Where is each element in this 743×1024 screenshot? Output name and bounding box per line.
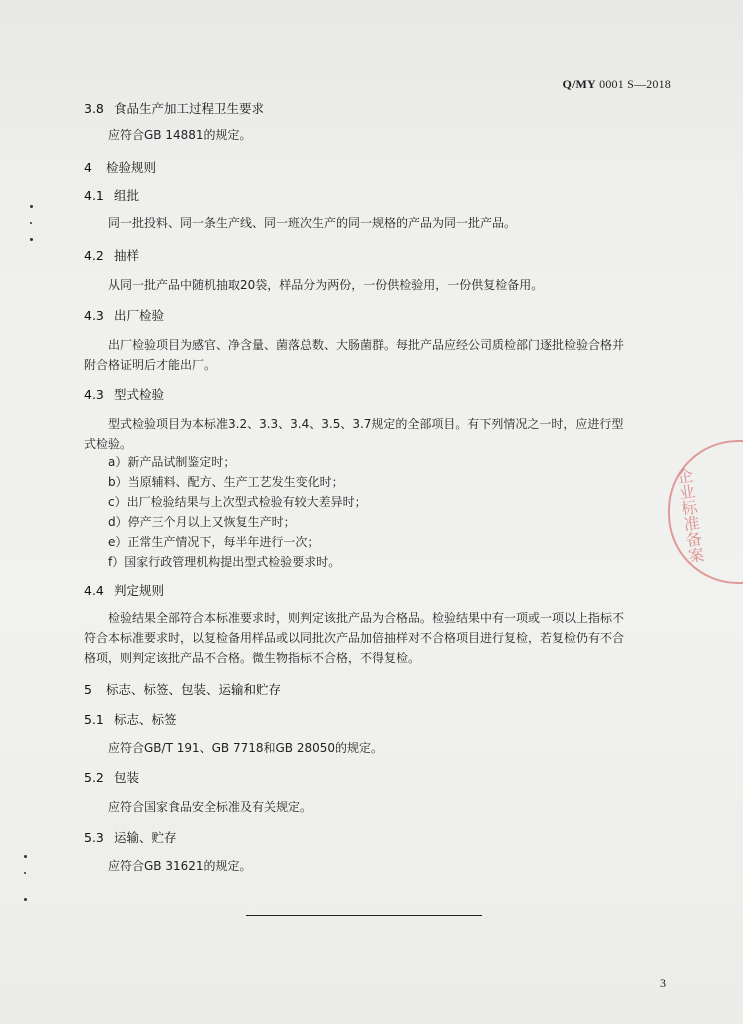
heading-4-2 xyxy=(84,246,139,264)
paragraph-4-4 xyxy=(84,608,670,668)
paragraph-4-3-type xyxy=(84,414,670,454)
paragraph-5-2 xyxy=(84,797,670,817)
section-title: 运输、贮存 xyxy=(114,830,177,845)
section-number: 4.3 xyxy=(84,387,104,402)
paragraph-5-1 xyxy=(84,738,670,758)
section-title: 抽样 xyxy=(114,248,140,263)
punch-mark xyxy=(24,872,26,874)
document-code-suffix: 0001 S—2018 xyxy=(599,77,671,91)
paragraph-line: 型式检验项目为本标准3.2、3.3、3.4、3.5、3.7规定的全部项目。有下列情况之一时，应进行型 xyxy=(108,417,624,431)
section-title: 食品生产加工过程卫生要求 xyxy=(114,101,265,116)
section-title: 出厂检验 xyxy=(114,308,165,323)
punch-mark xyxy=(30,222,32,224)
section-title: 型式检验 xyxy=(114,387,165,402)
list-item: b）当原辅料、配方、生产工艺发生变化时； xyxy=(108,475,344,489)
heading-4-3-factory xyxy=(84,306,164,324)
filing-stamp-text: 企业标准备案 xyxy=(673,466,706,565)
heading-5-3 xyxy=(84,828,177,846)
end-rule xyxy=(246,915,482,916)
paragraph-4-2 xyxy=(84,275,670,295)
section-number: 5.2 xyxy=(84,770,104,785)
paragraph-4-3-factory xyxy=(84,335,670,375)
heading-4-4 xyxy=(84,581,164,599)
heading-5-1 xyxy=(84,710,177,728)
heading-5 xyxy=(84,680,281,698)
section-number: 3.8 xyxy=(84,101,104,116)
paragraph-line: 同一批投料、同一条生产线、同一班次生产的同一规格的产品为同一批产品。 xyxy=(108,216,517,230)
heading-3-8 xyxy=(84,99,264,117)
section-title: 组批 xyxy=(114,188,140,203)
punch-mark xyxy=(24,898,27,901)
paragraph-5-3 xyxy=(84,856,670,876)
list-item: e）正常生产情况下，每半年进行一次； xyxy=(108,535,320,549)
list-item: f）国家行政管理机构提出型式检验要求时。 xyxy=(108,555,341,569)
section-number: 4.3 xyxy=(84,308,104,323)
heading-4-3-type xyxy=(84,385,164,403)
paragraph-3-8 xyxy=(84,125,670,145)
heading-4 xyxy=(84,158,156,176)
list-item: d）停产三个月以上又恢复生产时； xyxy=(108,515,296,529)
section-number: 4.4 xyxy=(84,583,104,598)
punch-mark xyxy=(30,238,33,241)
paragraph-line: 应符合国家食品安全标准及有关规定。 xyxy=(108,800,313,814)
paragraph-line: 检验结果全部符合本标准要求时，则判定该批产品为合格品。检验结果中有一项或一项以上指标不 xyxy=(108,611,625,625)
section-title: 判定规则 xyxy=(114,583,165,598)
paragraph-4-1 xyxy=(84,213,670,233)
page-number: 3 xyxy=(660,976,666,990)
section-title: 包装 xyxy=(114,770,140,785)
section-number: 5.1 xyxy=(84,712,104,727)
paragraph-line: 应符合GB 31621的规定。 xyxy=(108,859,252,873)
section-title: 标志、标签 xyxy=(114,712,177,727)
paragraph-line: 出厂检验项目为感官、净含量、菌落总数、大肠菌群。每批产品应经公司质检部门逐批检验合格并 xyxy=(108,338,625,352)
list-item: a）新产品试制鉴定时； xyxy=(108,455,236,469)
paragraph-line: 应符合GB 14881的规定。 xyxy=(108,128,252,142)
heading-5-2 xyxy=(84,768,139,786)
section-title: 检验规则 xyxy=(106,160,157,175)
section-number: 4 xyxy=(84,160,92,175)
heading-4-1 xyxy=(84,186,139,204)
paragraph-line: 附合格证明后才能出厂。 xyxy=(84,358,217,372)
document-code-prefix: Q/MY xyxy=(562,77,596,91)
section-title: 标志、标签、包装、运输和贮存 xyxy=(106,682,282,697)
paragraph-line: 应符合GB/T 191、GB 7718和GB 28050的规定。 xyxy=(108,741,384,755)
punch-mark xyxy=(24,855,27,858)
section-number: 5 xyxy=(84,682,92,697)
punch-mark xyxy=(30,205,33,208)
section-number: 4.1 xyxy=(84,188,104,203)
paragraph-line: 符合本标准要求时，以复检备用样品或以同批次产品加倍抽样对不合格项目进行复检，若复检仍有不合 xyxy=(84,631,625,645)
type-inspection-conditions-list xyxy=(108,452,367,572)
list-item: c）出厂检验结果与上次型式检验有较大差异时； xyxy=(108,495,367,509)
paragraph-line: 格项，则判定该批产品不合格。微生物指标不合格，不得复检。 xyxy=(84,651,421,665)
paragraph-line: 从同一批产品中随机抽取20袋，样品分为两份，一份供检验用，一份供复检备用。 xyxy=(108,278,544,292)
section-number: 4.2 xyxy=(84,248,104,263)
section-number: 5.3 xyxy=(84,830,104,845)
document-code xyxy=(562,77,671,92)
paragraph-line: 式检验。 xyxy=(84,437,133,451)
